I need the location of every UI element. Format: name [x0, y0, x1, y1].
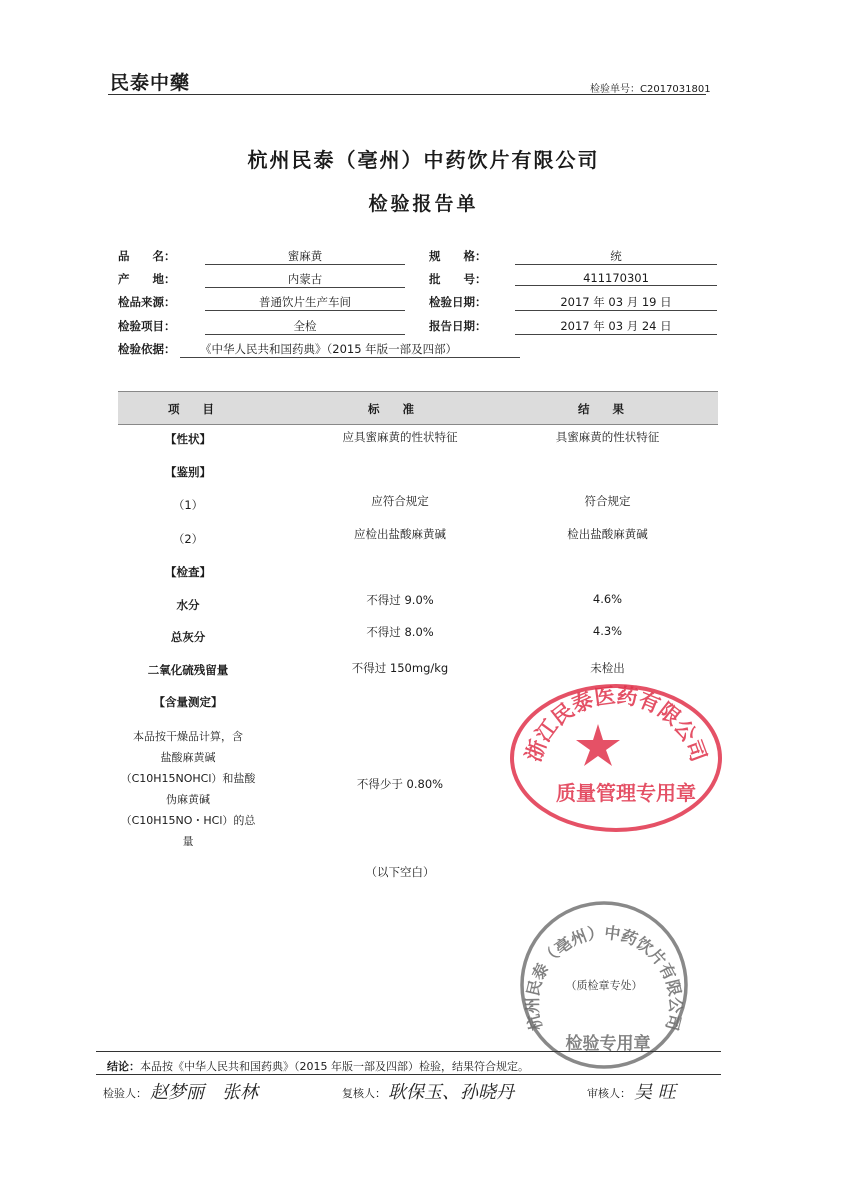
report-date-label: 报告日期： — [429, 319, 487, 333]
stamp-gray-top-text: 杭州民泰（亳州）中药饮片有限公司 — [522, 922, 686, 1033]
table-row-item: 二氧化硫残留量 — [147, 663, 229, 677]
assay-line: 量 — [182, 835, 194, 848]
table-row-result: 具蜜麻黄的性状特征 — [555, 430, 660, 444]
table-row-result: 符合规定 — [584, 494, 631, 508]
basis-value: 《中华人民共和国药典》（2015 年版一部及四部） — [180, 341, 520, 358]
table-row-standard: 不得过 9.0% — [366, 593, 434, 607]
reviewer-label: 复核人： — [342, 1087, 386, 1100]
table-row-standard: 不得过 8.0% — [366, 625, 434, 639]
stamp-gray-middle-text: （质检章专处） — [565, 979, 643, 992]
stamp-gray-bottom-text: 检验专用章 — [565, 1034, 651, 1054]
table-row-standard: 应具蜜麻黄的性状特征 — [342, 430, 458, 444]
doc-number — [590, 80, 711, 95]
origin-value: 内蒙古 — [205, 271, 405, 288]
header-rule — [108, 94, 706, 95]
assay-line: 伪麻黄碱 — [166, 793, 210, 806]
spec-value: 统 — [515, 248, 717, 265]
basis-label: 检验依据： — [118, 342, 176, 356]
company-name: 杭州民泰（亳州）中药饮片有限公司 — [247, 148, 600, 172]
table-row-standard: 应检出盐酸麻黄碱 — [354, 527, 446, 541]
report-title: 检验报告单 — [368, 193, 479, 215]
table-row-item: 【检查】 — [165, 565, 211, 579]
company-logo: 民泰中藥 — [110, 72, 191, 94]
origin-label: 产 地： — [118, 272, 176, 286]
table-row-item: （2） — [172, 532, 204, 546]
table-row-result: 未检出 — [590, 661, 625, 675]
inspector-label: 检验人： — [103, 1087, 147, 1100]
header-result: 结 果 — [578, 402, 624, 416]
table-header — [118, 391, 718, 425]
table-row-item: 【鉴别】 — [165, 465, 211, 479]
item-value: 全检 — [205, 318, 405, 335]
item-label: 检验项目： — [118, 319, 176, 333]
stamp-red-top-text: 浙江民泰医药有限公司 — [521, 683, 711, 765]
assay-line: （C10H15NO・HCl）的总 — [120, 814, 256, 827]
header-standard: 标 准 — [368, 402, 414, 416]
table-row-item: 水分 — [176, 598, 200, 612]
table-row-result: 4.6% — [592, 592, 623, 606]
reviewer-signature: 耿保玉、孙晓丹 — [388, 1082, 514, 1103]
blank-note: （以下空白） — [365, 865, 435, 879]
inspect-date-label: 检验日期： — [429, 295, 487, 309]
quality-stamp — [506, 680, 722, 834]
inspect-date-value: 2017 年 03 月 19 日 — [515, 294, 717, 311]
assay-description — [118, 726, 258, 852]
table-row-standard: 不得过 150mg/kg — [351, 661, 449, 675]
doc-number-value: C2017031801 — [640, 84, 711, 95]
table-row-item: 【含量测定】 — [153, 695, 223, 709]
inspector-signature: 赵梦丽 张林 — [150, 1082, 258, 1103]
report-date-value: 2017 年 03 月 24 日 — [515, 318, 717, 335]
header-item: 项 目 — [168, 402, 214, 416]
table-row-standard: 应符合规定 — [371, 494, 429, 508]
source-value: 普通饮片生产车间 — [205, 294, 405, 311]
conclusion-text: 本品按《中华人民共和国药典》（2015 年版一部及四部）检验，结果符合规定。 — [140, 1060, 529, 1073]
table-row-item: 总灰分 — [170, 630, 206, 644]
table-row-result: 4.3% — [592, 624, 623, 638]
table-row-result: 检出盐酸麻黄碱 — [567, 527, 648, 541]
assay-line: 盐酸麻黄碱 — [160, 751, 216, 764]
conclusion-rule-top — [96, 1051, 721, 1052]
approver-signature: 吴 旺 — [634, 1082, 676, 1103]
table-row-item: （1） — [172, 498, 204, 512]
inspection-stamp — [514, 899, 692, 1071]
doc-number-label: 检验单号： — [590, 84, 640, 95]
assay-line: （C10H15NOHCl）和盐酸 — [120, 772, 256, 785]
product-name-value: 蜜麻黄 — [205, 248, 405, 265]
assay-line: 本品按干燥品计算，含 — [133, 730, 243, 743]
conclusion-label: 结论： — [107, 1060, 140, 1073]
assay-standard: 不得少于 0.80% — [356, 777, 444, 791]
star-icon — [576, 724, 620, 766]
stamp-red-bottom-text: 质量管理专用章 — [556, 781, 696, 805]
batch-value: 411170301 — [515, 271, 717, 286]
batch-label: 批 号： — [429, 272, 487, 286]
conclusion-rule-bottom — [96, 1074, 721, 1075]
product-name-label: 品 名： — [118, 249, 176, 263]
conclusion — [107, 1058, 529, 1074]
table-row-item: 【性状】 — [165, 432, 211, 446]
spec-label: 规 格： — [429, 249, 487, 263]
source-label: 检品来源： — [118, 295, 176, 309]
approver-label: 审核人： — [587, 1087, 631, 1100]
